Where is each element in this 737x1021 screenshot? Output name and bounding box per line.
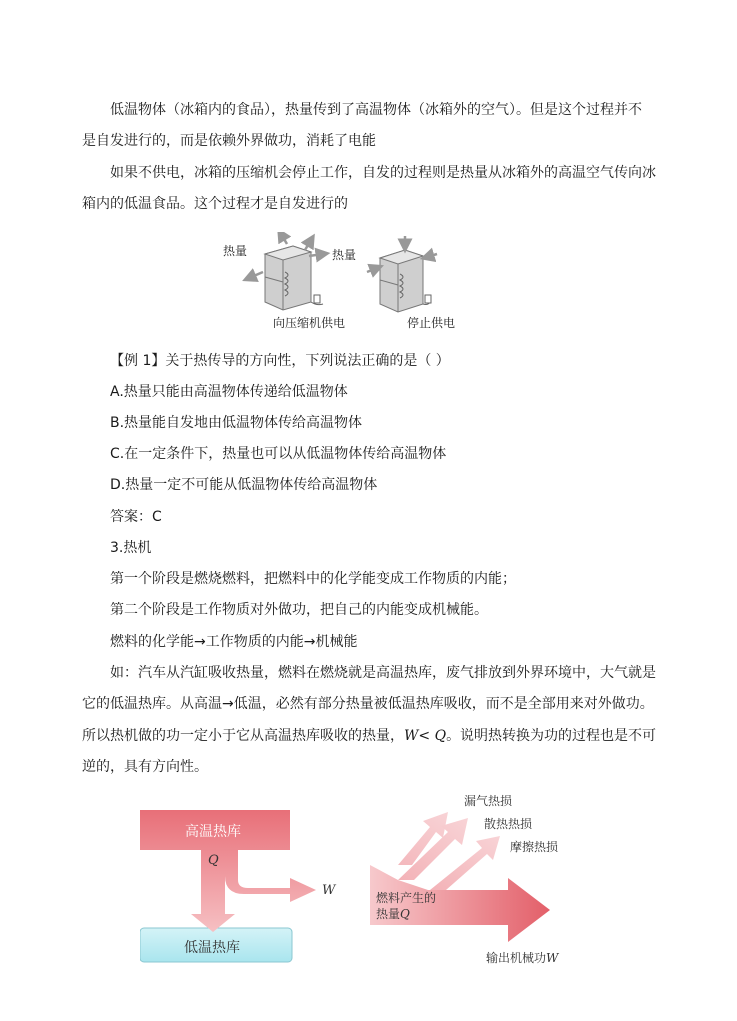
engine-example-line-2: 它的低温热库。从高温→低温，必然有部分热量被低温热库吸收，而不是全部用来对外做功。 [82, 696, 654, 712]
fridge-right-caption: 停止供电 [407, 316, 456, 330]
stage-1: 第一个阶段是燃烧燃料，把燃料中的化学能变成工作物质的内能； [110, 571, 516, 587]
option-b: B.热量能自发地由低温物体传给高温物体 [110, 415, 363, 431]
q-label: Q [208, 853, 219, 868]
answer: 答案：C [110, 509, 162, 525]
example-question: 【例 1】关于热传导的方向性，下列说法正确的是（ ） [110, 353, 450, 369]
fuel-heat-label-line-1: 燃料产生的 [376, 891, 437, 905]
option-c: C.在一定条件下，热量也可以从低温物体传给高温物体 [110, 446, 447, 462]
option-a: A.热量只能由高温物体传递给低温物体 [110, 384, 348, 400]
engine-example-line-1: 如：汽车从汽缸吸收热量，燃料在燃烧就是高温热库，废气排放到外界环境中，大气就是 [110, 665, 656, 681]
intro-line-4: 箱内的低温食品。这个过程才是自发进行的 [82, 196, 348, 212]
intro-line-3: 如果不供电，冰箱的压缩机会停止工作，自发的过程则是热量从冰箱外的高温空气传向冰 [110, 165, 656, 181]
intro-line-2: 是自发进行的，而是依赖外界做功，消耗了电能 [82, 133, 376, 149]
output-work-label: 输出机械功W [486, 951, 559, 965]
refrigerator-figure [215, 232, 465, 332]
energy-chain: 燃料的化学能→工作物质的内能→机械能 [110, 634, 358, 650]
fuel-heat-label-line-2: 热量Q [376, 907, 410, 921]
energy-flow-diagram [368, 790, 578, 975]
exhaust-loss-label: 漏气热损 [464, 794, 513, 808]
option-d: D.热量一定不可能从低温物体传给高温物体 [110, 477, 378, 493]
fridge-right-heat-label: 热量 [332, 248, 357, 262]
friction-loss-label: 摩擦热损 [510, 840, 559, 854]
fridge-left-caption: 向压缩机供电 [273, 316, 346, 330]
dissipation-loss-label: 散热热损 [484, 817, 533, 831]
hot-reservoir-label: 高温热库 [185, 824, 241, 840]
engine-example-line-4: 逆的，具有方向性。 [82, 759, 208, 775]
fridge-powered-icon [249, 234, 323, 310]
fridge-left-heat-label: 热量 [223, 244, 248, 258]
stage-2: 第二个阶段是工作物质对外做功，把自己的内能变成机械能。 [110, 602, 488, 618]
heat-engine-diagram [140, 810, 350, 970]
intro-line-1: 低温物体（冰箱内的食品），热量传到了高温物体（冰箱外的空气）。但是这个过程并不 [110, 102, 642, 118]
engine-example-line-3: 所以热机做的功一定小于它从高温热库吸收的热量，W< Q。说明热转换为功的过程也是不可 [82, 728, 657, 744]
cold-reservoir-label: 低温热库 [184, 940, 240, 956]
w-label: W [322, 883, 336, 898]
fridge-unpowered-icon [367, 236, 437, 312]
section-heading: 3.热机 [110, 540, 152, 556]
